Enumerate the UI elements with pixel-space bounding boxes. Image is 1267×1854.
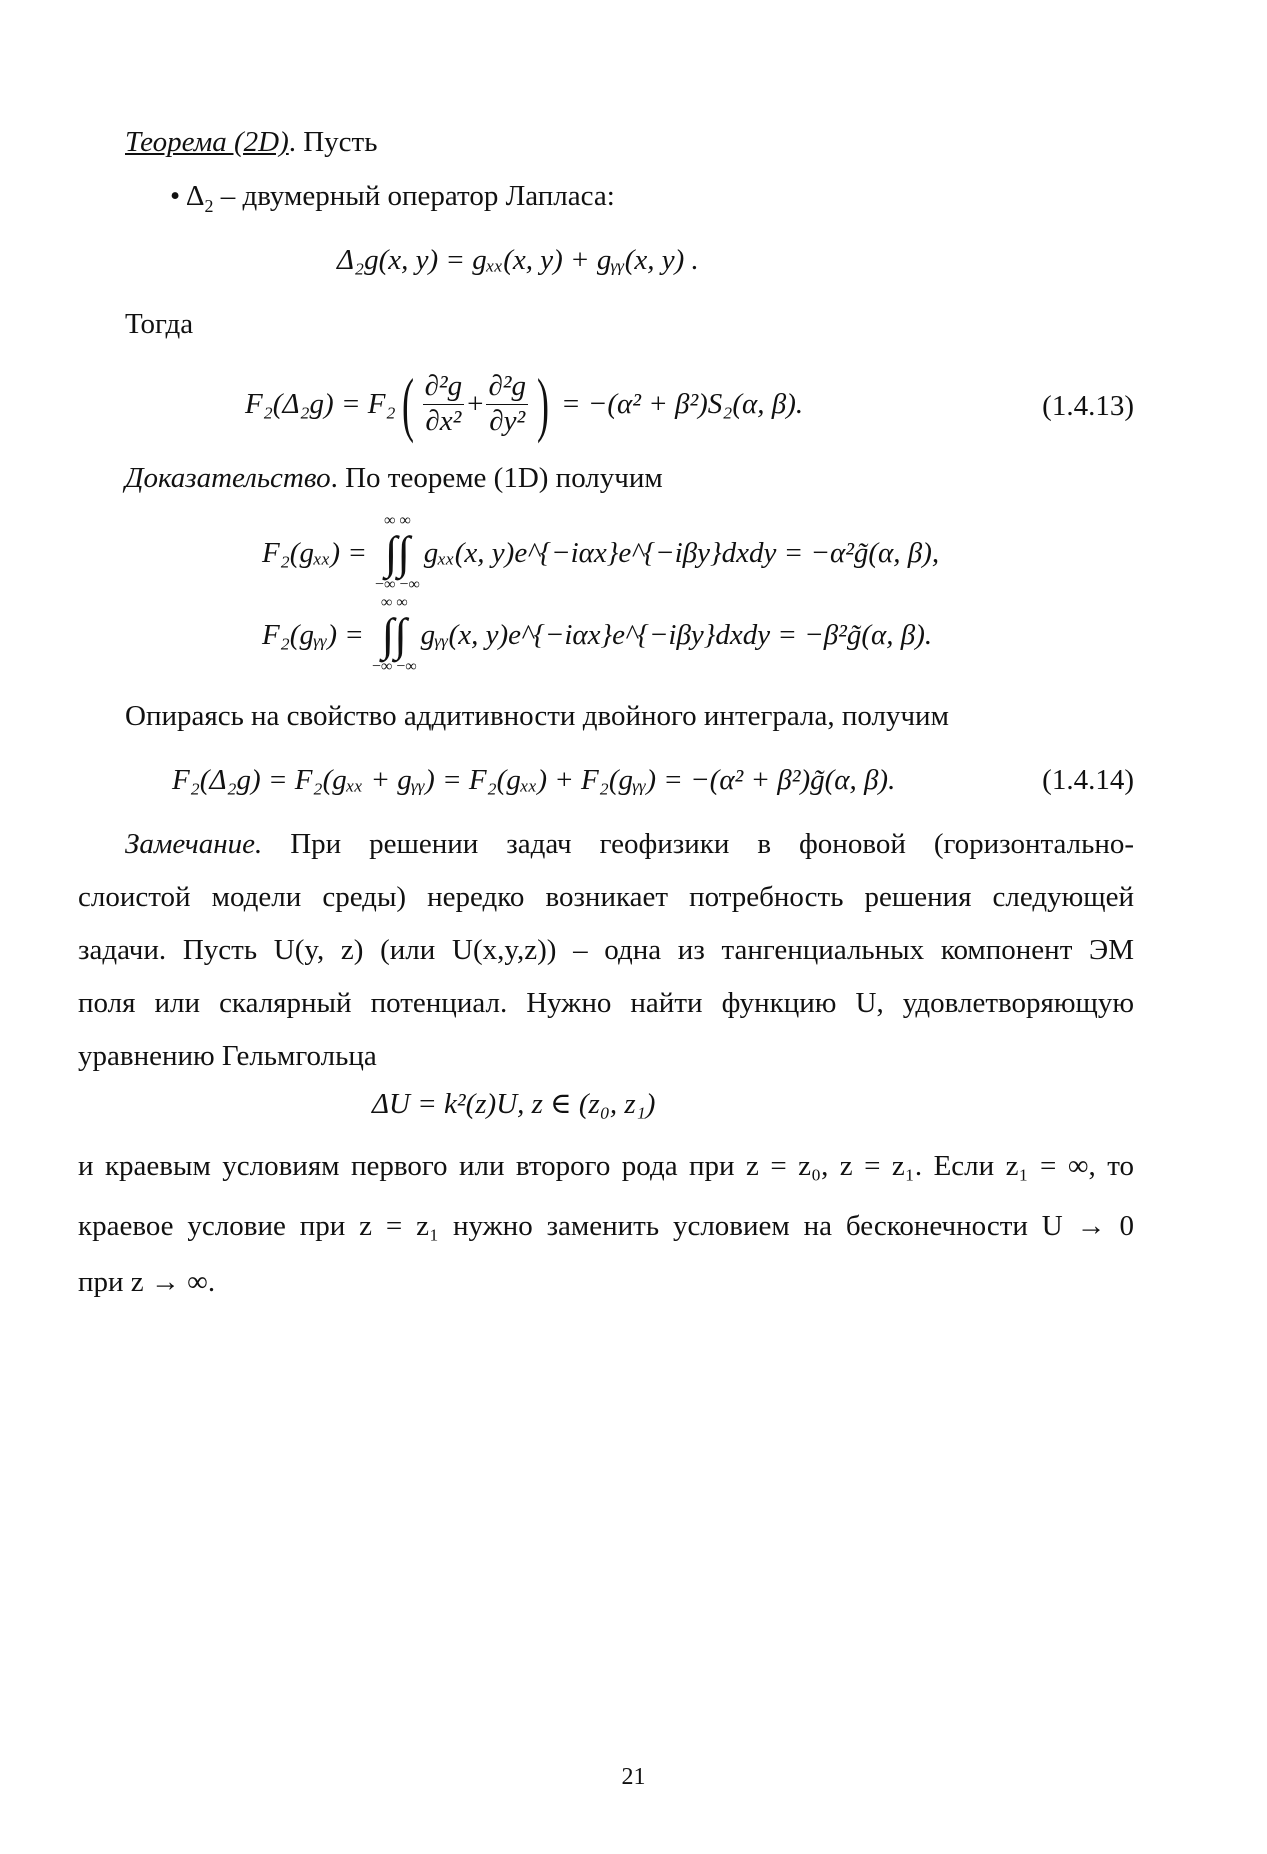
eq-gxx-lhs: F₂(gₓₓ) = — [262, 536, 367, 569]
eq1413-rhs: = −(α² + β²)S₂(α, β). — [560, 387, 804, 420]
boundary-line-3: при z → ∞. — [78, 1266, 216, 1298]
eq1413-frac1 — [423, 370, 465, 438]
double-integral-icon: ∫∫ — [381, 608, 407, 660]
eq-gxx-lower: −∞ −∞ — [374, 576, 420, 594]
eq1413-frac2 — [486, 370, 528, 438]
remark-line-2: слоистой модели среды) нередко возникает потребность решения следующей — [78, 881, 1134, 913]
remark-label: Замечание. — [125, 828, 263, 860]
eq1413-frac2-num: ∂²g — [486, 370, 528, 404]
equation-gxx — [262, 512, 939, 594]
eq-gyy-lhs: F₂(gᵧᵧ) = — [262, 618, 364, 651]
eq-gyy-lower: −∞ −∞ — [371, 658, 417, 676]
laplace-sub: 2 — [204, 195, 214, 216]
eq1413-frac1-num: ∂²g — [423, 370, 465, 404]
eq-gxx-integrand: gₓₓ(x, y)e^{−iαx}e^{−iβy}dxdy = −α²g̃(α, β), — [423, 536, 940, 569]
remark-line-1-text: При решении задач геофизики в фоновой (горизонтально- — [290, 828, 1135, 860]
remark-line-3: задачи. Пусть U(y, z) (или U(x,y,z)) – одна из тангенциальных компонент ЭМ — [78, 934, 1134, 966]
eq-gyy-upper: ∞ ∞ — [380, 593, 408, 611]
eq-gxx-upper: ∞ ∞ — [383, 511, 411, 529]
then-word: Тогда — [125, 308, 194, 340]
equation-helmholtz: ΔU = k²(z)U, z ∈ (z₀, z₁) — [372, 1088, 656, 1120]
bullet-dot: • — [170, 180, 181, 212]
boundary-line-1: и краевым условиям первого или второго рода при z = z₀, z = z₁. Если z₁ = ∞, то — [78, 1150, 1134, 1182]
proof-line — [125, 460, 663, 496]
equation-number-1-4-14: (1.4.14) — [1042, 764, 1134, 796]
equation-laplace: Δ₂g(x, y) = gₓₓ(x, y) + gᵧᵧ(x, y) . — [337, 244, 699, 276]
theorem-heading — [125, 124, 377, 160]
equation-1-4-14: F₂(Δ₂g) = F₂(gₓₓ + gᵧᵧ) = F₂(gₓₓ) + F₂(gᵧᵧ) = −(α² + β²)g̃(α, β). — [172, 764, 896, 796]
remark-line-1 — [125, 826, 1134, 862]
eq1413-plus: + — [467, 387, 484, 420]
proof-text: . По теореме (1D) получим — [330, 462, 663, 494]
remark-line-5: уравнению Гельмгольца — [78, 1040, 377, 1072]
theorem-after: . Пусть — [288, 126, 378, 158]
double-integral-icon: ∫∫ — [384, 526, 410, 578]
equation-1-4-13: F₂(Δ₂g) = F₂ ( $\frac{\text{∂²g}}{\text{∂x²}}$ + $\frac{\text{∂²g}}{\text{∂y²}}$ ) = −(α² + β²)S₂(α, β). — [245, 364, 804, 444]
eq-gyy-integral — [372, 595, 417, 675]
eq-gyy-integrand: gᵧᵧ(x, y)e^{−iαx}e^{−iβy}dxdy = −β²g̃(α, β). — [420, 618, 933, 651]
equation-number-1-4-13: (1.4.13) — [1042, 390, 1134, 422]
equation-gyy — [262, 594, 932, 676]
eq-gxx-integral — [375, 513, 420, 593]
bullet-text: – двумерный оператор Лапласа: — [220, 180, 615, 212]
proof-label: Доказательство — [125, 462, 331, 494]
remark-line-4: поля или скалярный потенциал. Нужно найти функцию U, удовлетворяющую — [78, 987, 1134, 1019]
eq1413-lhs: F₂(Δ₂g) = F₂ — [245, 387, 396, 420]
additivity-text: Опираясь на свойство аддитивности двойного интеграла, получим — [125, 700, 949, 732]
theorem-title: Теорема (2D) — [125, 126, 289, 158]
laplace-symbol: Δ — [185, 180, 205, 212]
boundary-line-2: краевое условие при z = z₁ нужно заменить условием на бесконечности U → 0 — [78, 1210, 1134, 1242]
page-number: 21 — [621, 1764, 646, 1790]
bullet-item — [170, 178, 615, 214]
eq1413-frac1-den: ∂x² — [425, 404, 462, 437]
eq1413-frac2-den: ∂y² — [489, 404, 526, 437]
